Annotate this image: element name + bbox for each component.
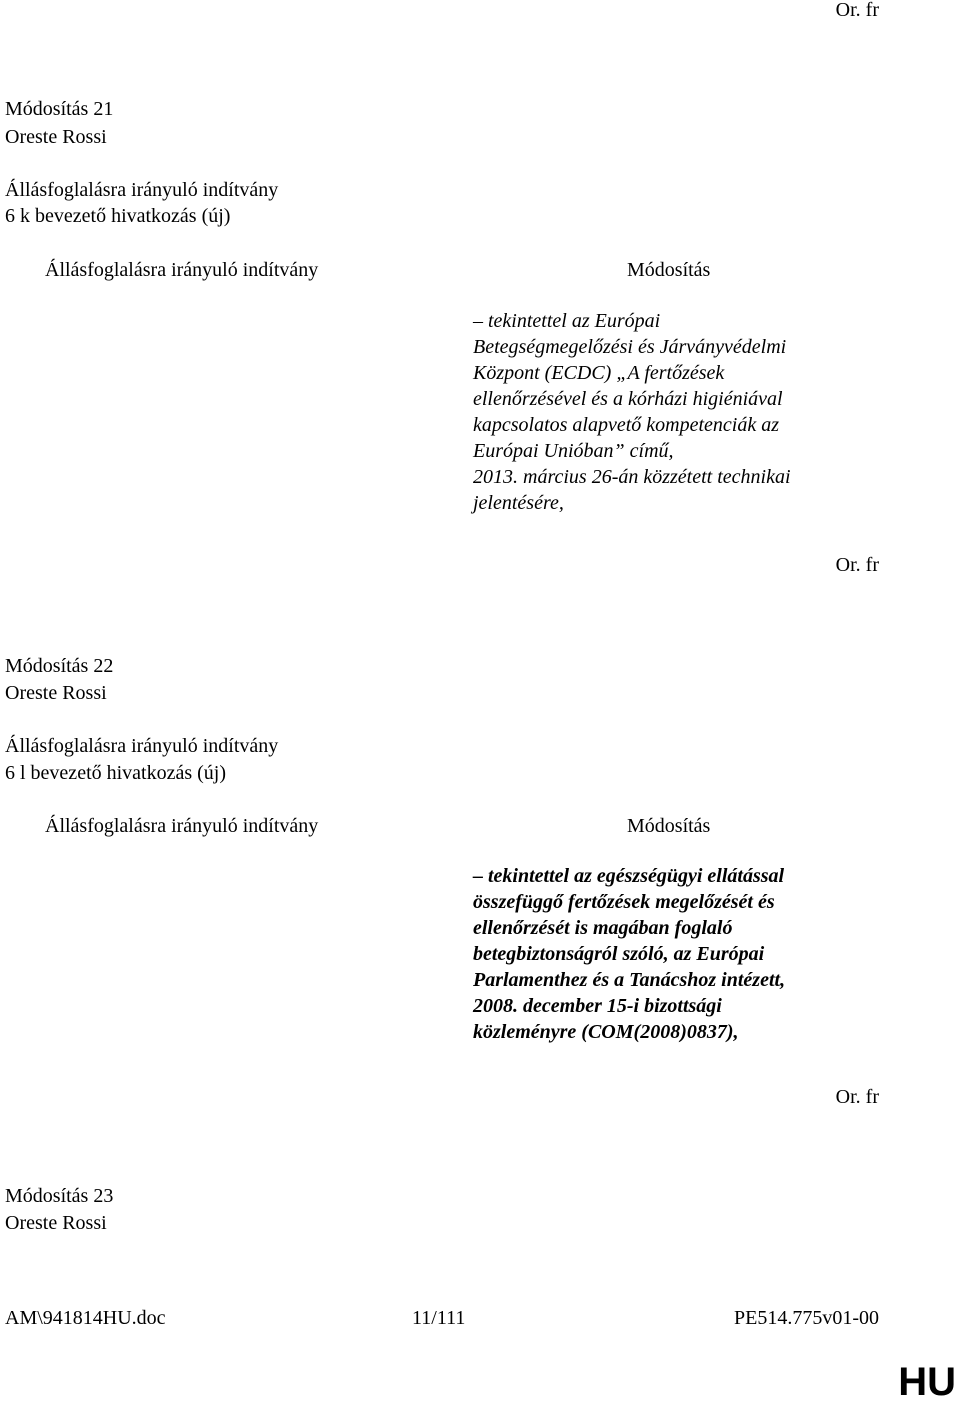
amendment-text-line: jelentésére, bbox=[473, 492, 564, 514]
amendment-target-document: Állásfoglalásra irányuló indítvány bbox=[5, 179, 279, 201]
amendment-text-line: Parlamenthez és a Tanácshoz intézett, bbox=[473, 969, 786, 991]
amendment-text-line: Központ (ECDC) „A fertőzések bbox=[473, 362, 725, 384]
footer-pe-reference: PE514.775v01-00 bbox=[734, 1307, 879, 1329]
amendment-text-line: ellenőrzésével és a kórházi higiéniával bbox=[473, 388, 783, 410]
language-code: HU bbox=[898, 1360, 956, 1404]
origin-language-label: Or. fr bbox=[835, 554, 879, 576]
amendment-text-line: 2013. március 26-án közzétett technikai bbox=[473, 466, 791, 488]
amendment-author: Oreste Rossi bbox=[5, 1212, 107, 1234]
amendment-text-line: 2008. december 15-i bizottsági bbox=[473, 995, 722, 1017]
amendment-text bbox=[473, 308, 873, 516]
amendment-text-line: – tekintettel az Európai bbox=[473, 310, 661, 332]
amendment-text-line: Betegségmegelőzési és Járványvédelmi bbox=[473, 336, 787, 358]
column-header-original: Állásfoglalásra irányuló indítvány bbox=[45, 815, 319, 837]
amendment-title: Módosítás 22 bbox=[5, 655, 114, 677]
origin-language-label: Or. fr bbox=[835, 0, 879, 21]
amendment-text-line: Európai Unióban” című, bbox=[473, 440, 674, 462]
amendment-text-line: – tekintettel az egészségügyi ellátással bbox=[473, 865, 785, 887]
amendment-target-citation: 6 l bevezető hivatkozás (új) bbox=[5, 762, 227, 784]
amendment-target-citation: 6 k bevezető hivatkozás (új) bbox=[5, 205, 231, 227]
amendment-text-line: kapcsolatos alapvető kompetenciák az bbox=[473, 414, 780, 436]
amendment-target-document: Állásfoglalásra irányuló indítvány bbox=[5, 735, 279, 757]
footer-document-reference: AM\941814HU.doc bbox=[5, 1307, 166, 1329]
amendment-text-line: betegbiztonságról szóló, az Európai bbox=[473, 943, 765, 965]
column-header-amendment: Módosítás bbox=[627, 259, 711, 281]
amendment-author: Oreste Rossi bbox=[5, 126, 107, 148]
column-header-original: Állásfoglalásra irányuló indítvány bbox=[45, 259, 319, 281]
amendment-text-line: közleményre (COM(2008)0837), bbox=[473, 1021, 739, 1043]
column-header-amendment: Módosítás bbox=[627, 815, 711, 837]
amendment-title: Módosítás 21 bbox=[5, 98, 114, 120]
amendment-text-line: összefüggő fertőzések megelőzését és bbox=[473, 891, 775, 913]
amendment-title: Módosítás 23 bbox=[5, 1185, 114, 1207]
origin-language-label: Or. fr bbox=[835, 1086, 879, 1108]
amendment-text-line: ellenőrzését is magában foglaló bbox=[473, 917, 733, 939]
amendment-text bbox=[473, 863, 873, 1045]
footer-page-number: 11/111 bbox=[412, 1307, 466, 1329]
amendment-author: Oreste Rossi bbox=[5, 682, 107, 704]
